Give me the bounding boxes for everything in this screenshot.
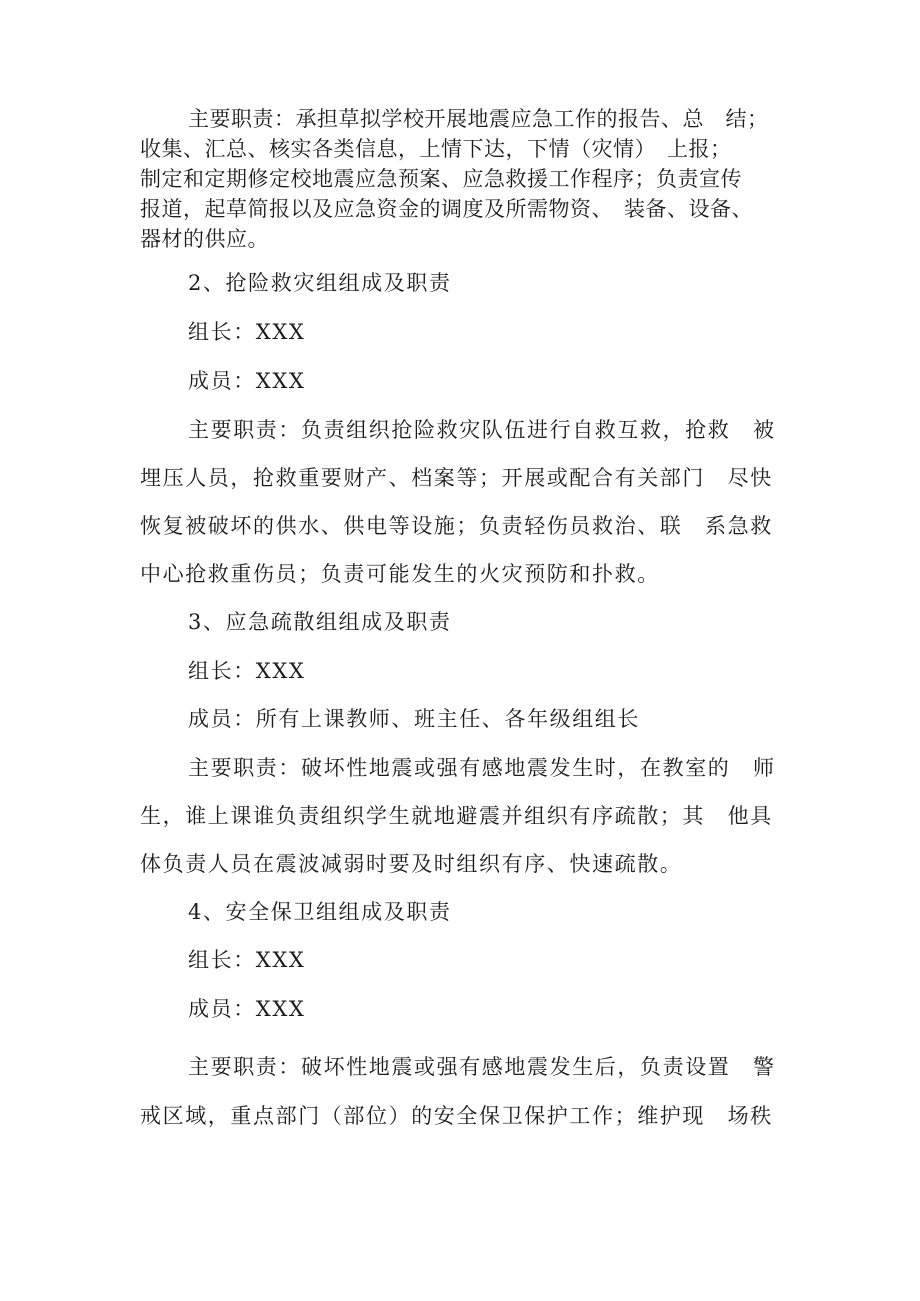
paragraph-line: 报道，起草简报以及应急资金的调度及所需物资、 装备、设备、 — [140, 197, 753, 221]
paragraph-line: 主要职责：负责组织抢险救灾队伍进行自救互救，抢救 被 — [188, 418, 776, 442]
paragraph-line: 埋压人员，抢救重要财产、档案等；开展或配合有关部门 尽快 — [140, 466, 773, 490]
group-leader: 组长：XXX — [188, 659, 306, 683]
paragraph-line: 器材的供应。 — [140, 227, 269, 251]
paragraph-line: 制定和定期修定校地震应急预案、应急救援工作程序；负责宣传 — [140, 167, 742, 191]
section-heading: 2、抢险救灾组组成及职责 — [188, 271, 452, 295]
group-leader: 组长：XXX — [188, 948, 306, 972]
paragraph-line: 中心抢救重伤员；负责可能发生的火灾预防和扑救。 — [140, 562, 660, 586]
group-members: 成员：XXX — [188, 997, 306, 1021]
paragraph-line: 收集、汇总、核实各类信息，上情下达，下情（灾情） 上报； — [140, 137, 732, 161]
group-members: 成员：XXX — [188, 369, 306, 393]
paragraph-line: 生，谁上课谁负责组织学生就地避震并组织有序疏散；其 他具 — [140, 804, 773, 828]
paragraph-line: 体负责人员在震波减弱时要及时组织有序、快速疏散。 — [140, 852, 683, 876]
paragraph-line: 主要职责：承担草拟学校开展地震应急工作的报告、总 结； — [188, 107, 769, 131]
section-heading: 3、应急疏散组组成及职责 — [188, 610, 452, 634]
paragraph-line: 恢复被破坏的供水、供电等设施；负责轻伤员救治、联 系急救 — [140, 514, 773, 538]
group-members: 成员：所有上课教师、班主任、各年级组组长 — [188, 707, 640, 731]
paragraph-line: 主要职责：破坏性地震或强有感地震发生后，负责设置 警 — [188, 1055, 776, 1079]
group-leader: 组长：XXX — [188, 320, 306, 344]
paragraph-line: 主要职责：破坏性地震或强有感地震发生时，在教室的 师 — [188, 756, 776, 780]
paragraph-line: 戒区域，重点部门（部位）的安全保卫保护工作；维护现 场秩 — [140, 1104, 773, 1128]
section-heading: 4、安全保卫组组成及职责 — [188, 900, 452, 924]
